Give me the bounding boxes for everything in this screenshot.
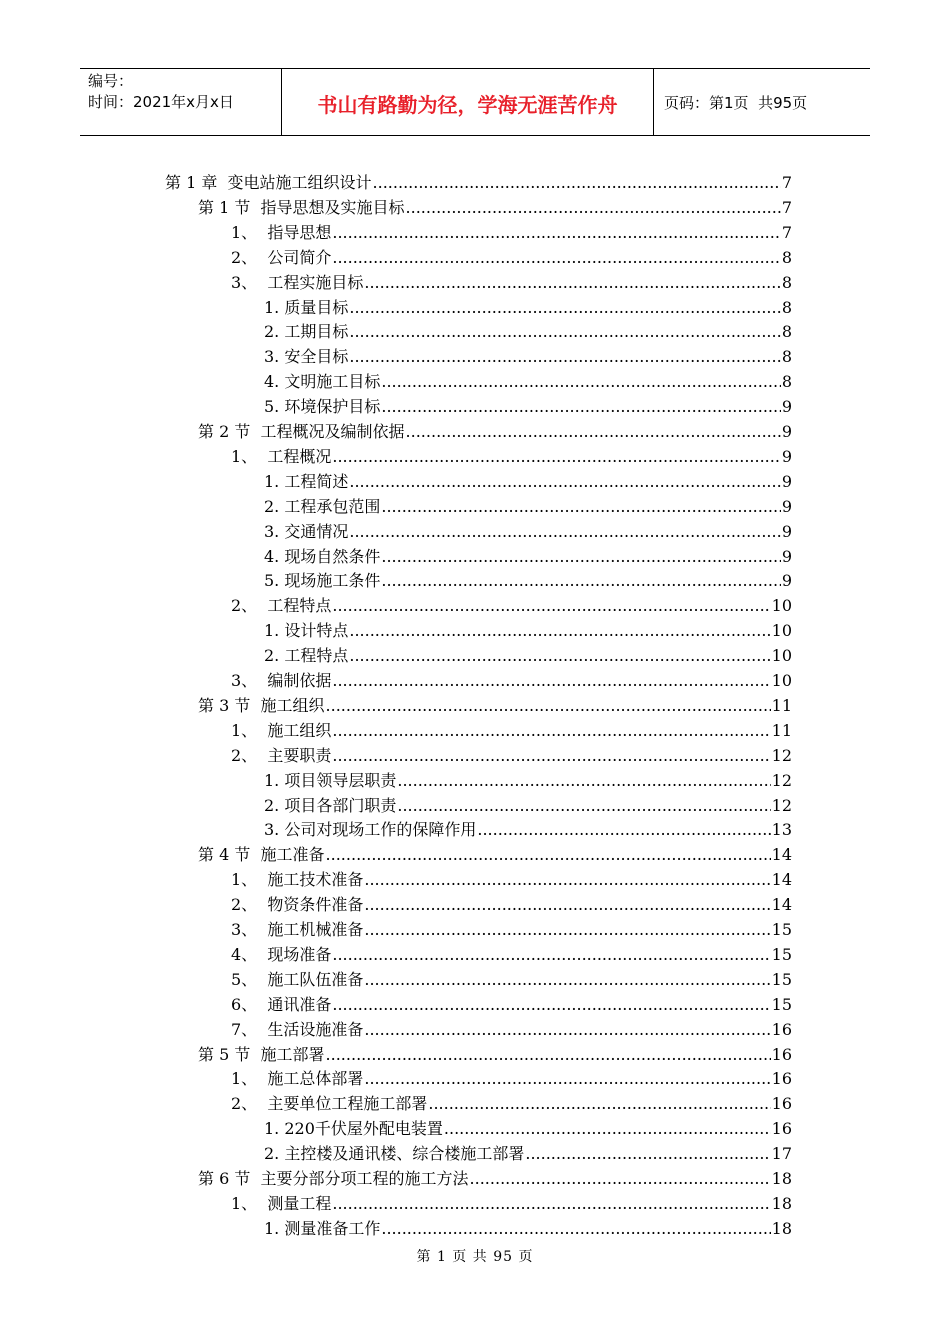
toc-dot-leader — [406, 422, 781, 442]
toc-entry-page: 7 — [781, 222, 792, 242]
header-page-info: 页码：第1页 共95页 — [664, 93, 808, 112]
toc-entry-number: 1、 — [231, 1069, 268, 1089]
toc-entry-title: 环境保护目标 — [284, 397, 381, 417]
header-page-cell — [654, 69, 870, 135]
toc-entry-title: 公司对现场工作的保障作用 — [284, 820, 477, 840]
toc-entry-number: 1. — [264, 770, 285, 790]
toc-entry-title: 现场准备 — [267, 944, 332, 964]
toc-entry[interactable] — [231, 442, 792, 467]
header-motto: 书山有路勤为径，学海无涯苦作舟 — [317, 92, 618, 117]
toc-entry-number: 2、 — [231, 596, 268, 616]
toc-entry-page: 10 — [771, 596, 792, 616]
toc-entry-title: 工程概况及编制依据 — [260, 422, 405, 441]
toc-entry-page: 10 — [771, 621, 792, 641]
toc-entry[interactable] — [264, 317, 792, 342]
toc-entry-number: 1、 — [231, 870, 268, 890]
toc-dot-leader — [470, 1169, 771, 1189]
toc-entry-page: 9 — [781, 496, 792, 516]
toc-entry[interactable] — [264, 517, 792, 542]
toc-entry[interactable] — [231, 915, 792, 940]
toc-entry-page: 8 — [781, 247, 792, 267]
toc-entry[interactable] — [264, 566, 792, 591]
toc-entry-title: 主要单位工程施工部署 — [267, 1094, 428, 1114]
toc-entry[interactable] — [231, 1089, 792, 1114]
toc-entry-title: 现场施工条件 — [284, 571, 381, 591]
toc-entry-page: 9 — [781, 521, 792, 541]
toc-entry-number: 7、 — [231, 1019, 268, 1039]
toc-entry-title: 设计特点 — [284, 621, 349, 641]
toc-dot-leader — [332, 596, 770, 616]
toc-dot-leader — [364, 895, 770, 915]
toc-entry-page: 16 — [771, 1069, 792, 1089]
toc-entry-page: 16 — [771, 1019, 792, 1039]
toc-dot-leader — [364, 273, 780, 293]
toc-entry-number: 1. — [264, 1119, 285, 1139]
toc-entry-title: 施工组织 — [267, 720, 332, 740]
toc-entry-number: 2. — [264, 322, 285, 342]
toc-entry[interactable] — [231, 268, 792, 293]
page-footer — [0, 1246, 950, 1266]
toc-entry-page: 9 — [781, 446, 792, 466]
toc-entry[interactable] — [264, 392, 792, 417]
toc-entry-page: 16 — [771, 1044, 792, 1064]
toc-dot-leader — [332, 671, 770, 691]
toc-entry-page: 9 — [781, 571, 792, 591]
toc-dot-leader — [332, 995, 770, 1015]
toc-dot-leader — [332, 223, 780, 243]
toc-entry-title: 工程特点 — [284, 646, 349, 666]
toc-entry-number: 1. — [264, 621, 285, 641]
toc-entry-page: 8 — [781, 297, 792, 317]
toc-entry[interactable] — [264, 616, 792, 641]
toc-entry-page: 14 — [771, 845, 792, 865]
toc-entry-title: 公司简介 — [267, 247, 332, 267]
toc-entry-number: 5. — [264, 571, 285, 591]
toc-dot-leader — [326, 696, 771, 716]
toc-entry-number: 5. — [264, 397, 285, 417]
toc-entry-number: 1、 — [231, 446, 268, 466]
toc-entry[interactable] — [231, 716, 792, 741]
toc-dot-leader — [326, 1045, 771, 1065]
toc-entry[interactable] — [264, 1114, 792, 1139]
toc-dot-leader — [364, 970, 770, 990]
toc-dot-leader — [326, 845, 771, 865]
toc-dot-leader — [349, 522, 780, 542]
toc-entry-number: 1、 — [231, 1193, 268, 1213]
toc-entry-page: 18 — [771, 1169, 792, 1188]
toc-entry-number: 2. — [264, 795, 285, 815]
toc-entry-title: 项目领导层职责 — [284, 770, 397, 790]
toc-dot-leader — [332, 746, 770, 766]
toc-dot-leader — [349, 322, 780, 342]
toc-entry-number: 3. — [264, 521, 285, 541]
toc-dot-leader — [364, 920, 770, 940]
toc-dot-leader — [406, 198, 781, 218]
toc-dot-leader — [397, 771, 770, 791]
toc-entry-page: 10 — [771, 646, 792, 666]
toc-entry-title: 测量准备工作 — [284, 1218, 381, 1238]
toc-dot-leader — [444, 1119, 771, 1139]
toc-dot-leader — [332, 1194, 770, 1214]
toc-entry-page: 16 — [771, 1094, 792, 1114]
toc-entry-title: 指导思想 — [267, 222, 332, 242]
toc-entry-number: 1. — [264, 471, 285, 491]
toc-entry-number: 3、 — [231, 920, 268, 939]
toc-dot-leader — [373, 173, 781, 193]
toc-entry-page: 15 — [771, 944, 792, 964]
toc-dot-leader — [381, 497, 780, 517]
toc-entry[interactable] — [231, 243, 792, 268]
toc-entry[interactable] — [198, 417, 792, 442]
toc-entry[interactable] — [198, 840, 792, 865]
toc-entry-number: 1、 — [231, 720, 268, 740]
toc-entry-title: 施工机械准备 — [267, 920, 364, 939]
toc-entry[interactable] — [231, 666, 792, 691]
toc-dot-leader — [381, 372, 780, 392]
toc-entry[interactable] — [231, 591, 792, 616]
toc-entry-title: 测量工程 — [267, 1193, 332, 1213]
toc-entry-title: 主控楼及通讯楼、综合楼施工部署 — [284, 1144, 525, 1164]
toc-entry-number: 3. — [264, 347, 285, 367]
toc-entry[interactable] — [264, 367, 792, 392]
toc-dot-leader — [381, 547, 780, 567]
toc-entry-page: 12 — [771, 795, 792, 815]
toc-entry-page: 11 — [771, 695, 792, 715]
toc-dot-leader — [332, 721, 770, 741]
toc-entry-title: 工程实施目标 — [267, 272, 364, 292]
toc-entry-page: 18 — [771, 1218, 792, 1238]
toc-entry-title: 交通情况 — [284, 521, 349, 541]
toc-entry-number: 1. — [264, 1218, 285, 1238]
toc-entry-page: 9 — [781, 422, 792, 441]
toc-entry[interactable] — [231, 1015, 792, 1040]
toc-dot-leader — [381, 1219, 770, 1239]
toc-entry-number: 5、 — [231, 969, 268, 989]
toc-entry[interactable] — [231, 865, 792, 890]
toc-entry[interactable] — [264, 1139, 792, 1164]
toc-entry[interactable] — [231, 1189, 792, 1214]
toc-entry-title: 现场自然条件 — [284, 546, 381, 566]
toc-dot-leader — [332, 945, 770, 965]
toc-entry-page: 13 — [771, 820, 792, 840]
toc-entry-title: 220千伏屋外配电装置 — [284, 1119, 443, 1139]
toc-entry[interactable] — [231, 990, 792, 1015]
toc-dot-leader — [364, 870, 770, 890]
toc-entry-title: 施工队伍准备 — [267, 969, 364, 989]
toc-entry-number: 2、 — [231, 745, 268, 765]
toc-entry-title: 施工组织 — [260, 695, 325, 715]
toc-entry[interactable] — [198, 691, 792, 716]
toc-entry[interactable] — [231, 218, 792, 243]
toc-entry-page: 11 — [771, 720, 792, 740]
toc-entry-title: 变电站施工组织设计 — [227, 173, 372, 192]
toc-dot-leader — [332, 447, 780, 467]
toc-entry-page: 10 — [771, 671, 792, 690]
toc-entry-page: 7 — [781, 173, 792, 192]
toc-entry-page: 17 — [771, 1144, 792, 1164]
toc-entry-page: 18 — [771, 1193, 792, 1213]
toc-entry-page: 8 — [781, 322, 792, 342]
toc-entry-number: 第 2 节 — [198, 422, 261, 441]
toc-entry-number: 6、 — [231, 994, 268, 1014]
toc-dot-leader — [349, 347, 780, 367]
toc-entry[interactable] — [231, 741, 792, 766]
toc-entry-number: 2. — [264, 646, 285, 666]
toc-entry-number: 2、 — [231, 247, 268, 267]
toc-entry-page: 14 — [771, 870, 792, 890]
toc-dot-leader — [364, 1069, 770, 1089]
toc-dot-leader — [332, 248, 780, 268]
footer-page-number: 第 1 页 共 95 页 — [416, 1249, 534, 1265]
toc-entry[interactable] — [165, 168, 792, 193]
toc-entry-number: 第 3 节 — [198, 695, 261, 715]
toc-entry[interactable] — [264, 342, 792, 367]
toc-entry-page: 7 — [781, 197, 792, 217]
toc-dot-leader — [349, 646, 770, 666]
toc-dot-leader — [364, 1020, 770, 1040]
toc-entry[interactable] — [264, 542, 792, 567]
toc-entry-page: 16 — [771, 1119, 792, 1139]
toc-entry-title: 施工技术准备 — [267, 870, 364, 890]
toc-entry-page: 15 — [771, 969, 792, 989]
toc-entry-number: 1、 — [231, 222, 268, 242]
toc-entry-title: 指导思想及实施目标 — [260, 197, 405, 217]
toc-entry-title: 工程概况 — [267, 446, 332, 466]
toc-entry[interactable] — [264, 492, 792, 517]
toc-entry-title: 施工准备 — [260, 845, 325, 865]
toc-entry-number: 3. — [264, 820, 285, 840]
toc-entry-page: 9 — [781, 397, 792, 417]
toc-entry-number: 2、 — [231, 1094, 268, 1114]
page-header — [80, 68, 870, 136]
header-meta-cell — [80, 69, 282, 135]
toc-entry-number: 2、 — [231, 895, 268, 915]
toc-entry-title: 生活设施准备 — [267, 1019, 364, 1039]
toc-entry-number: 4. — [264, 546, 285, 566]
toc-entry-number: 2. — [264, 1144, 285, 1164]
toc-entry[interactable] — [264, 766, 792, 791]
toc-entry-number: 第 1 节 — [198, 197, 261, 217]
toc-entry-title: 主要职责 — [267, 745, 332, 765]
toc-dot-leader — [477, 820, 770, 840]
toc-dot-leader — [525, 1144, 770, 1164]
toc-entry-title: 施工总体部署 — [267, 1069, 364, 1089]
toc-entry[interactable] — [231, 890, 792, 915]
toc-entry-title: 工期目标 — [284, 322, 349, 342]
toc-entry-page: 15 — [771, 994, 792, 1014]
toc-entry-number: 3、 — [231, 671, 268, 690]
toc-entry-number: 第 1 章 — [165, 173, 228, 192]
toc-entry-page: 9 — [781, 471, 792, 491]
toc-entry-page: 12 — [771, 770, 792, 790]
toc-entry-page: 15 — [771, 920, 792, 939]
toc-entry-page: 14 — [771, 895, 792, 915]
toc-entry[interactable] — [264, 815, 792, 840]
toc-entry-title: 物资条件准备 — [267, 895, 364, 915]
toc-dot-leader — [349, 472, 780, 492]
toc-entry-title: 工程简述 — [284, 471, 349, 491]
toc-entry[interactable] — [264, 1214, 792, 1239]
toc-entry-number: 2. — [264, 496, 285, 516]
toc-entry-page: 8 — [781, 347, 792, 367]
toc-entry-page: 12 — [771, 745, 792, 765]
toc-entry[interactable] — [264, 293, 792, 318]
toc-entry-title: 质量目标 — [284, 297, 349, 317]
toc-entry-title: 主要分部分项工程的施工方法 — [260, 1169, 469, 1188]
toc-entry-title: 工程特点 — [267, 596, 332, 616]
document-time-label: 时间：2021年x月x日 — [88, 93, 234, 111]
toc-entry[interactable] — [198, 193, 792, 218]
toc-entry-number: 第 4 节 — [198, 845, 261, 865]
toc-dot-leader — [381, 571, 780, 591]
toc-entry-number: 4. — [264, 372, 285, 392]
toc-dot-leader — [428, 1094, 770, 1114]
toc-entry-title: 编制依据 — [267, 671, 332, 690]
toc-entry-title: 项目各部门职责 — [284, 795, 397, 815]
toc-dot-leader — [397, 796, 770, 816]
document-number-label: 编号： — [88, 72, 134, 90]
toc-dot-leader — [349, 298, 780, 318]
toc-entry[interactable] — [198, 1040, 792, 1065]
toc-entry-title: 通讯准备 — [267, 994, 332, 1014]
toc-entry-number: 3、 — [231, 272, 268, 292]
toc-entry-title: 工程承包范围 — [284, 496, 381, 516]
toc-dot-leader — [381, 397, 780, 417]
toc-entry[interactable] — [231, 965, 792, 990]
toc-entry-title: 安全目标 — [284, 347, 349, 367]
toc-entry[interactable] — [264, 467, 792, 492]
toc-dot-leader — [349, 621, 770, 641]
toc-entry-page: 8 — [781, 372, 792, 392]
header-motto-cell — [282, 69, 654, 135]
toc-entry[interactable] — [231, 940, 792, 965]
toc-entry-title: 施工部署 — [260, 1044, 325, 1064]
toc-entry-title: 文明施工目标 — [284, 372, 381, 392]
toc-entry-number: 4、 — [231, 944, 268, 964]
toc-entry[interactable] — [231, 1064, 792, 1089]
toc-entry-page: 8 — [781, 272, 792, 292]
toc-entry-number: 第 6 节 — [198, 1169, 261, 1188]
toc-entry-number: 1. — [264, 297, 285, 317]
toc-entry[interactable] — [264, 641, 792, 666]
toc-entry-number: 第 5 节 — [198, 1044, 261, 1064]
toc-entry-page: 9 — [781, 546, 792, 566]
toc-entry[interactable] — [264, 791, 792, 816]
toc-entry[interactable] — [198, 1164, 792, 1189]
